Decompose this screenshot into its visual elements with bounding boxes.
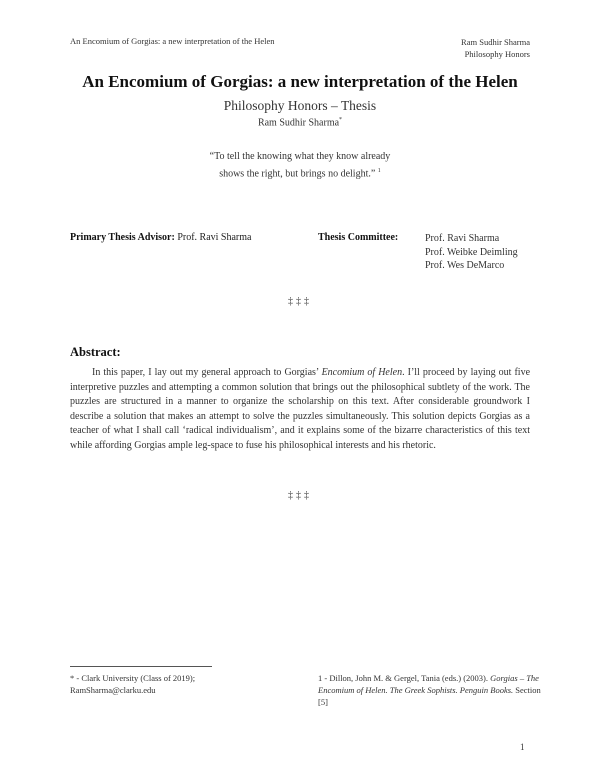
section-separator: ‡‡‡ xyxy=(288,296,312,307)
committee-label: Thesis Committee: xyxy=(318,232,399,243)
author-footnote-mark: * xyxy=(339,117,343,123)
committee-list xyxy=(425,232,518,273)
abstract-heading: Abstract: xyxy=(70,345,121,359)
footnote-affiliation: * - Clark University (Class of 2019); xyxy=(70,673,196,683)
citation-section: Section [5] xyxy=(318,685,541,707)
abstract-work-title: Encomium of Helen xyxy=(321,367,403,378)
abstract-body xyxy=(70,366,530,454)
footnote-author xyxy=(70,672,195,696)
footnote-citation xyxy=(318,672,548,708)
paper-title: An Encomium of Gorgias: a new interpretation of the Helen xyxy=(82,72,518,91)
abstract-text-part-2: . I’ll proceed by laying out five interpretive puzzles and attempting a common solution that brings out the philosophical subtlety of the work. The puzzles are structured in a manner to organize the scholarship on this text. After considerable groundwork I describe a solution that makes an attempt to solve the puzzles simultaneously. This solution depicts Gorgias as a teacher of what I shall call ‘radical individualism’, and it explains some of the bizarre characteristics of this text while affording Gorgias ample leg-space to fuse his philosophical interests and his rhetoric. xyxy=(70,367,531,451)
paper-subtitle: Philosophy Honors – Thesis xyxy=(223,98,377,113)
epigraph-line-2: shows the right, but brings no delight.” xyxy=(219,168,376,180)
author-name: Ram Sudhir Sharma xyxy=(257,117,340,129)
epigraph-line-1: “To tell the knowing what they know already xyxy=(209,151,391,162)
running-header-left: An Encomium of Gorgias: a new interpretation of the Helen xyxy=(70,36,275,46)
advisor-label: Primary Thesis Advisor: xyxy=(70,232,175,243)
abstract-text-part-1: In this paper, I lay out my general approach to Gorgias’ xyxy=(92,367,319,378)
advisor-name: Prof. Ravi Sharma xyxy=(177,232,252,243)
section-separator: ‡‡‡ xyxy=(288,490,312,501)
page-number: 1 xyxy=(520,742,525,752)
committee-member: Prof. Wes DeMarco xyxy=(425,260,505,271)
committee-member: Prof. Weibke Deimling xyxy=(425,246,518,258)
header-program: Philosophy Honors xyxy=(464,49,530,59)
committee-member: Prof. Ravi Sharma xyxy=(425,233,500,244)
author-line xyxy=(0,117,600,128)
running-header-right xyxy=(461,36,530,60)
citation-title: Gorgias – The Encomium of Helen. The Greek Sophists. Penguin Books. xyxy=(318,673,539,695)
advisor-line xyxy=(70,232,251,243)
header-author: Ram Sudhir Sharma xyxy=(461,37,530,47)
epigraph xyxy=(150,150,450,181)
footnote-rule xyxy=(70,666,212,667)
epigraph-footnote-mark: 1 xyxy=(377,168,381,174)
citation-authors: 1 - Dillon, John M. & Gergel, Tania (eds.) (2003). xyxy=(318,673,489,683)
footnote-email: RamSharma@clarku.edu xyxy=(70,685,156,695)
